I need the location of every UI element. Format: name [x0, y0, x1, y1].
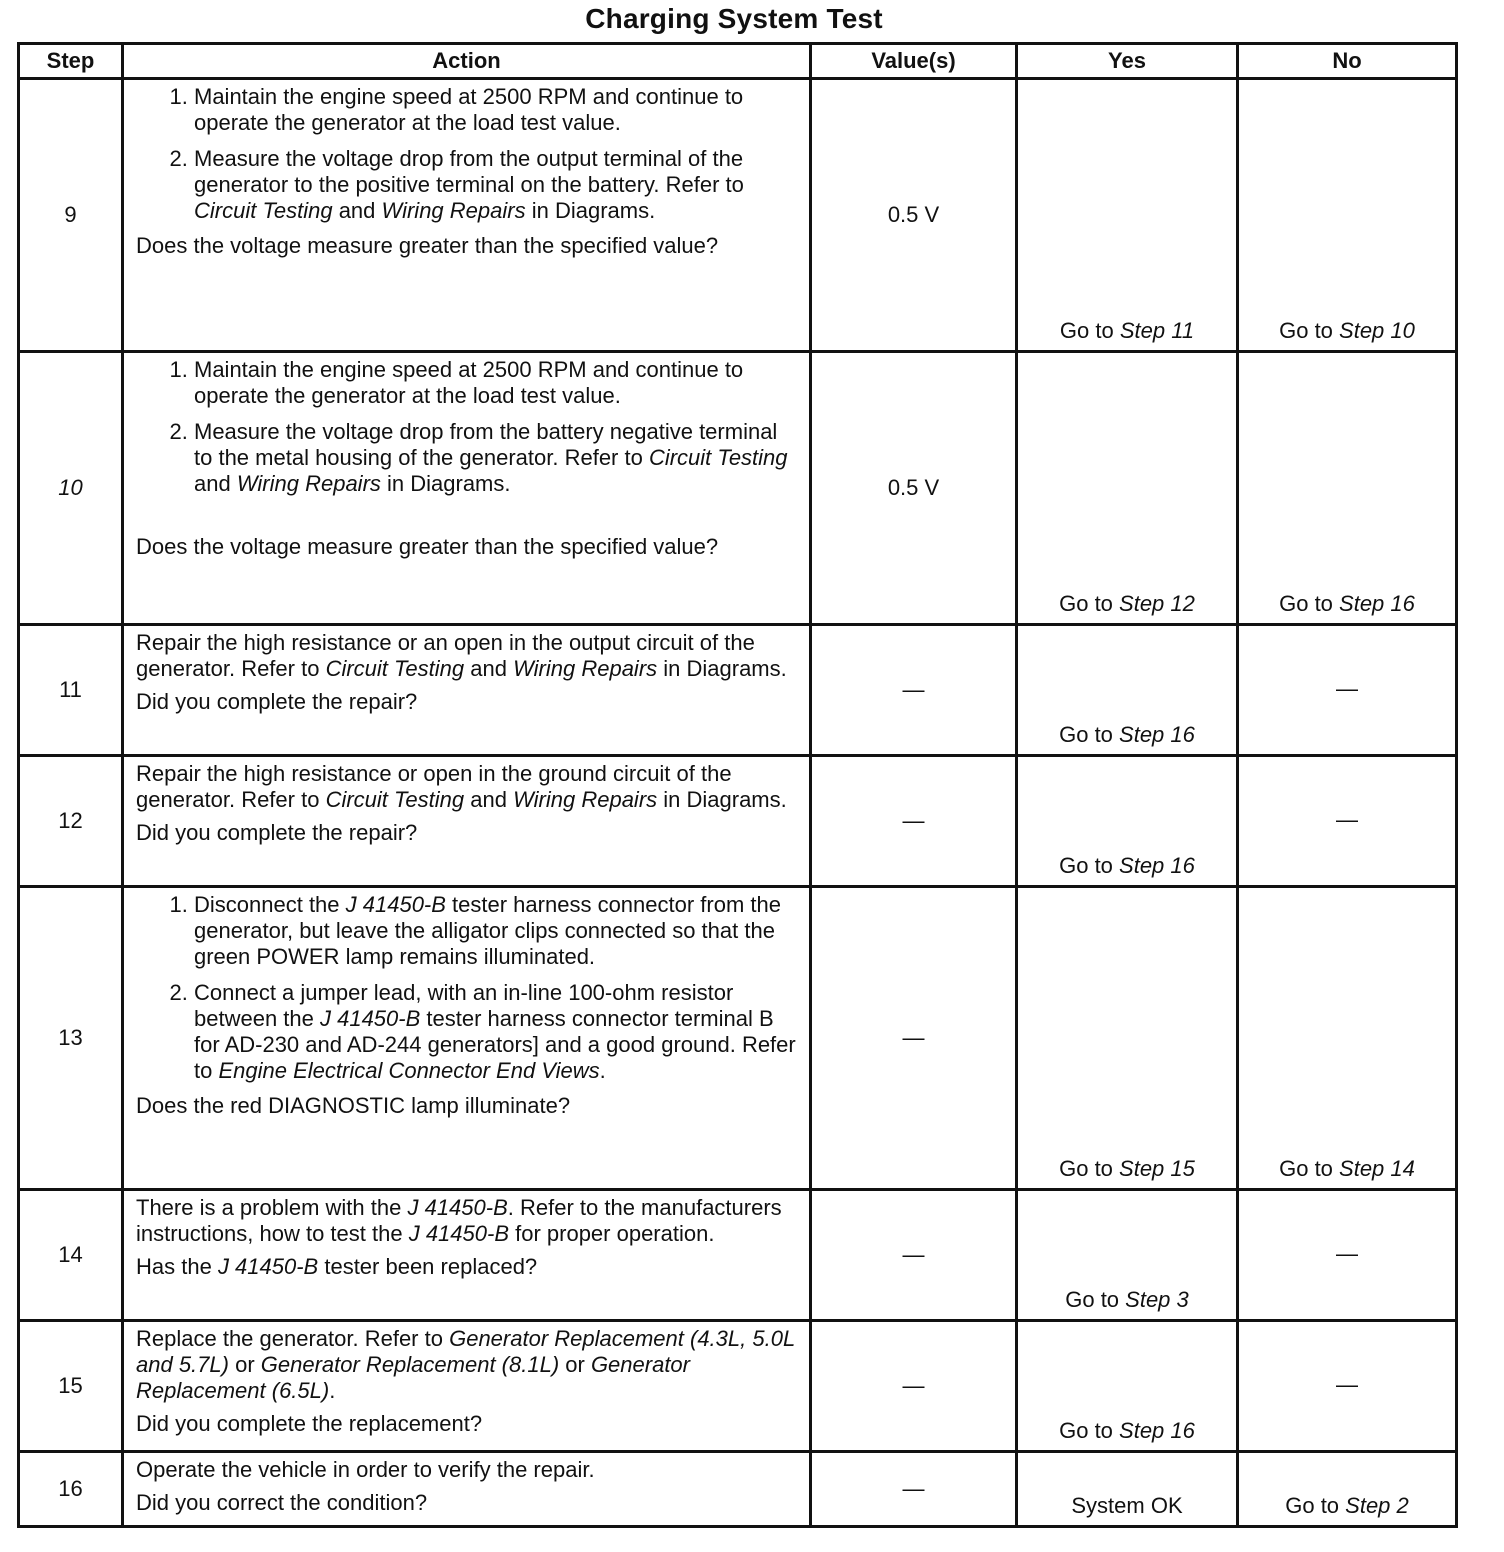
- table-row: [19, 756, 1457, 887]
- action-cell: [123, 887, 811, 1190]
- action-question: Does the voltage measure greater than the specified value?: [136, 534, 719, 559]
- action-item: 2. Connect a jumper lead, with an in-line 100-ohm resistor between the J 41450-B tester harness connector terminal B for AD-230 and AD-244 generators] and a good ground. Refer to Engine Electrical Connector End Views.: [194, 980, 799, 1084]
- value-cell: —: [811, 1452, 1017, 1527]
- yes-cell: Go to Step 12: [1017, 352, 1238, 625]
- value-cell: 0.5 V: [811, 352, 1017, 625]
- header-value: Value(s): [811, 44, 1017, 79]
- action-cell: [123, 625, 811, 756]
- step-number: 12: [19, 756, 123, 887]
- action-item: 1. Maintain the engine speed at 2500 RPM and continue to operate the generator at the load test value.: [194, 357, 799, 409]
- no-cell: Go to Step 16: [1238, 352, 1457, 625]
- step-number: 11: [19, 625, 123, 756]
- charging-system-test-table: [17, 42, 1458, 1528]
- header-yes: Yes: [1017, 44, 1238, 79]
- table-row: [19, 1190, 1457, 1321]
- action-cell: [123, 1452, 811, 1527]
- yes-cell: Go to Step 3: [1017, 1190, 1238, 1321]
- action-list: [136, 357, 799, 497]
- action-question: Did you complete the repair?: [136, 689, 418, 714]
- action-cell: [123, 1321, 811, 1452]
- action-cell: [123, 1190, 811, 1321]
- value-cell: —: [811, 756, 1017, 887]
- table-row: [19, 1452, 1457, 1527]
- step-number: 14: [19, 1190, 123, 1321]
- no-cell: —: [1238, 1321, 1457, 1452]
- no-cell: —: [1238, 625, 1457, 756]
- action-item: 1. Maintain the engine speed at 2500 RPM and continue to operate the generator at the load test value.: [194, 84, 799, 136]
- action-list: [136, 84, 799, 224]
- step-number: 15: [19, 1321, 123, 1452]
- action-item: 1. Disconnect the J 41450-B tester harness connector from the generator, but leave the alligator clips connected so that the green POWER lamp remains illuminated.: [194, 892, 799, 970]
- table-row: [19, 79, 1457, 352]
- action-text: There is a problem with the J 41450-B. Refer to the manufacturers instructions, how to test the J 41450-B for proper operation.: [136, 1195, 782, 1246]
- table-row: [19, 887, 1457, 1190]
- step-number: 10: [19, 352, 123, 625]
- table-row: [19, 625, 1457, 756]
- page-title: Charging System Test: [585, 3, 883, 34]
- value-cell: —: [811, 887, 1017, 1190]
- no-cell: —: [1238, 1190, 1457, 1321]
- no-cell: Go to Step 2: [1238, 1452, 1457, 1527]
- action-question: Does the voltage measure greater than the specified value?: [136, 233, 719, 258]
- value-cell: —: [811, 1190, 1017, 1321]
- yes-cell: Go to Step 16: [1017, 756, 1238, 887]
- action-question: Did you complete the replacement?: [136, 1411, 483, 1436]
- action-question: Does the red DIAGNOSTIC lamp illuminate?: [136, 1093, 571, 1118]
- yes-cell: Go to Step 15: [1017, 887, 1238, 1190]
- value-cell: —: [811, 1321, 1017, 1452]
- action-list: [136, 892, 799, 1084]
- action-cell: [123, 79, 811, 352]
- action-text: Repair the high resistance or open in the ground circuit of the generator. Refer to Circuit Testing and Wiring Repairs in Diagrams.: [136, 761, 787, 812]
- action-item: 2. Measure the voltage drop from the output terminal of the generator to the positive terminal on the battery. Refer to Circuit Testing and Wiring Repairs in Diagrams.: [194, 146, 799, 224]
- action-question: Did you correct the condition?: [136, 1490, 428, 1515]
- header-step: Step: [19, 44, 123, 79]
- step-number: 16: [19, 1452, 123, 1527]
- no-cell: —: [1238, 756, 1457, 887]
- value-cell: —: [811, 625, 1017, 756]
- action-text: Operate the vehicle in order to verify the repair.: [136, 1457, 595, 1482]
- yes-cell: Go to Step 16: [1017, 1321, 1238, 1452]
- table-row: [19, 352, 1457, 625]
- header-action: Action: [123, 44, 811, 79]
- no-cell: Go to Step 10: [1238, 79, 1457, 352]
- action-cell: [123, 756, 811, 887]
- action-text: Replace the generator. Refer to Generator Replacement (4.3L, 5.0L and 5.7L) or Generator Replacement (8.1L) or Generator Replacement (6.5L).: [136, 1326, 795, 1403]
- yes-cell: Go to Step 11: [1017, 79, 1238, 352]
- table-row: [19, 1321, 1457, 1452]
- yes-cell: Go to Step 16: [1017, 625, 1238, 756]
- action-question: Has the J 41450-B tester been replaced?: [136, 1254, 538, 1279]
- header-no: No: [1238, 44, 1457, 79]
- action-text: Repair the high resistance or an open in the output circuit of the generator. Refer to Circuit Testing and Wiring Repairs in Diagrams.: [136, 630, 787, 681]
- step-number: 9: [19, 79, 123, 352]
- value-cell: 0.5 V: [811, 79, 1017, 352]
- header-row: [19, 44, 1457, 79]
- action-question: Did you complete the repair?: [136, 820, 418, 845]
- no-cell: Go to Step 14: [1238, 887, 1457, 1190]
- step-number: 13: [19, 887, 123, 1190]
- yes-cell: System OK: [1017, 1452, 1238, 1527]
- action-item: 2. Measure the voltage drop from the battery negative terminal to the metal housing of the generator. Refer to Circuit Testing and Wiring Repairs in Diagrams.: [194, 419, 799, 497]
- action-cell: [123, 352, 811, 625]
